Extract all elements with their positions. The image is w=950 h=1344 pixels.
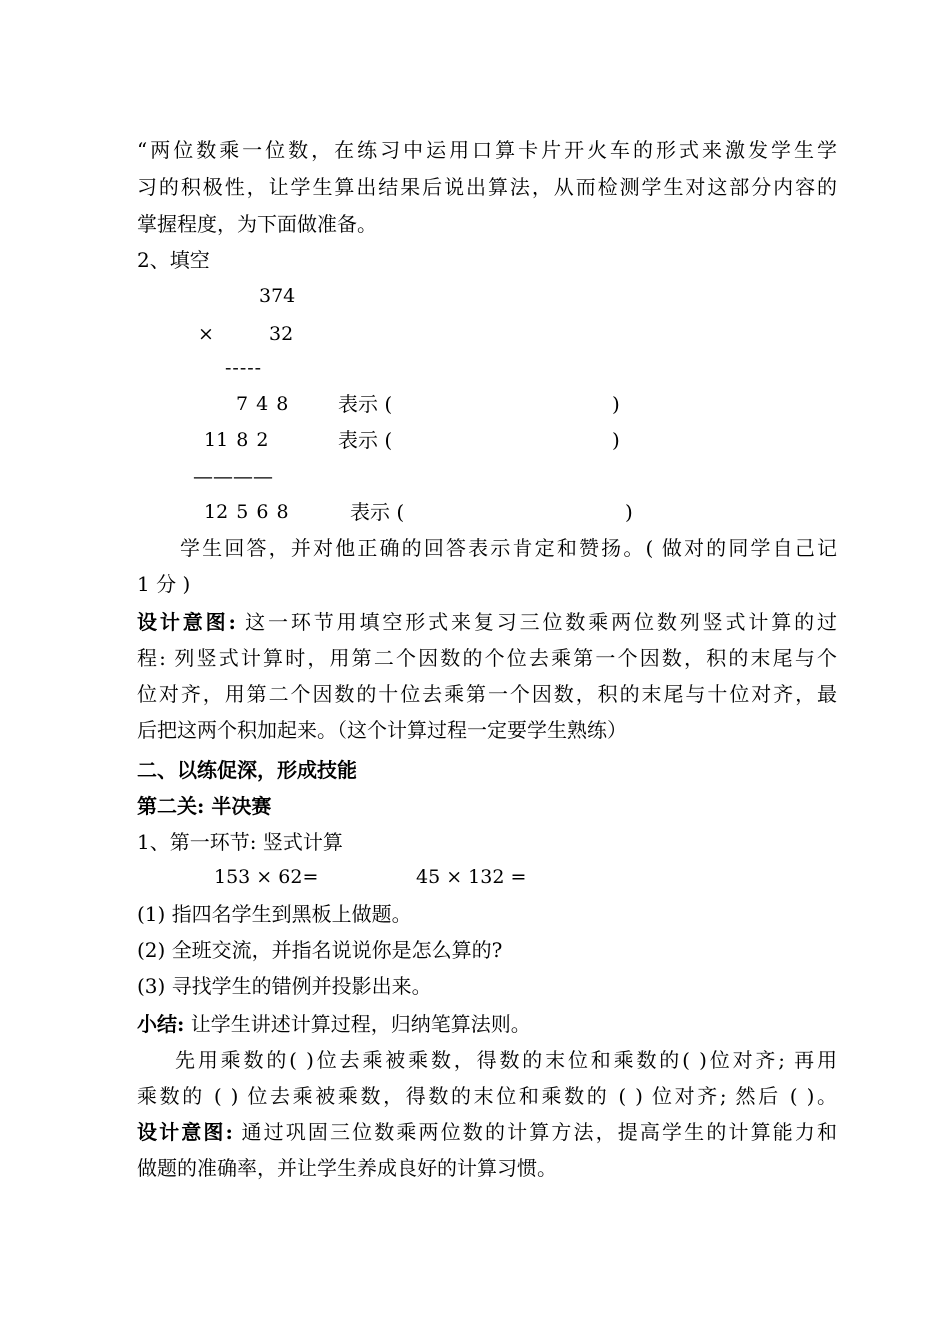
summary-text: 让学生讲述计算过程，归纳笔算法则。 xyxy=(190,1012,531,1036)
partial-product-1: 7 4 8 xyxy=(236,393,289,415)
meaning-label-1: 表示 ( xyxy=(338,392,393,416)
partial-product-2: 11 8 2 xyxy=(204,429,269,451)
step-item-2: (2) 全班交流，并指名说说你是怎么算的? xyxy=(137,938,503,962)
summary-label: 小结: xyxy=(137,1012,185,1036)
intro-line-1: “两位数乘一位数，在练习中运用口算卡片开火车的形式来激发学生学 xyxy=(137,138,837,162)
multiplicand: 374 xyxy=(259,285,296,307)
level-title: 第二关: 半决赛 xyxy=(137,794,272,818)
final-product: 12 5 6 8 xyxy=(204,501,289,523)
rule-line-2: 乘数的 ( ) 位去乘被乘数，得数的末位和乘数的 ( ) 位对齐; 然后 ( )。 xyxy=(137,1084,837,1108)
response-line-2: 1 分 ) xyxy=(137,572,191,596)
design-intent-1-line-3: 位对齐，用第二个因数的十位去乘第一个因数，积的末尾与十位对齐，最 xyxy=(137,682,837,706)
meaning-label-3: 表示 ( xyxy=(350,500,405,524)
design-intent-2-text: 通过巩固三位数乘两位数的计算方法，提高学生的计算能力和 xyxy=(241,1120,838,1144)
intro-line-2: 习的积极性，让学生算出结果后说出算法，从而检测学生对这部分内容的 xyxy=(137,175,837,199)
expression-1: 153 × 62= xyxy=(214,866,319,888)
summary-line xyxy=(137,1006,837,1042)
step-item-3: (3) 寻找学生的错例并投影出来。 xyxy=(137,974,432,998)
design-intent-text: 这一环节用填空形式来复习三位数乘两位数列竖式计算的过 xyxy=(245,610,837,634)
design-intent-1-line-1 xyxy=(137,604,837,640)
design-intent-1-line-4: 后把这两个积加起来。（这个计算过程一定要学生熟练） xyxy=(137,718,627,742)
expression-2: 45 × 132 = xyxy=(416,866,527,888)
intro-line-3: 掌握程度，为下面做准备。 xyxy=(137,212,377,236)
rule-line-1: 先用乘数的( )位去乘被乘数，得数的末位和乘数的( )位对齐; 再用 xyxy=(175,1048,837,1072)
design-intent-2-line-2: 做题的准确率，并让学生养成良好的计算习惯。 xyxy=(137,1156,557,1180)
rule-bottom: ———— xyxy=(193,464,273,488)
step-1-title: 1、第一环节: 竖式计算 xyxy=(137,830,343,854)
meaning-close-3: ) xyxy=(625,500,633,524)
rule-top: ----- xyxy=(225,357,263,379)
design-intent-2-line-1 xyxy=(137,1114,837,1150)
design-intent-1-line-2: 程: 列竖式计算时，用第二个因数的个位去乘第一个因数，积的末尾与个 xyxy=(137,646,837,670)
meaning-close-1: ) xyxy=(612,392,620,416)
meaning-close-2: ) xyxy=(612,428,620,452)
fill-blank-heading: 2、填空 xyxy=(137,248,210,272)
section-2-title: 二、以练促深，形成技能 xyxy=(137,758,357,782)
meaning-label-2: 表示 ( xyxy=(338,428,393,452)
step-item-1: (1) 指四名学生到黑板上做题。 xyxy=(137,902,412,926)
response-line-1: 学生回答，并对他正确的回答表示肯定和赞扬。( 做对的同学自己记 xyxy=(180,536,837,560)
multiplier: 32 xyxy=(269,323,294,345)
design-intent-2-label: 设计意图: xyxy=(137,1120,233,1144)
design-intent-label: 设计意图: xyxy=(137,610,236,634)
times-sign: × xyxy=(198,323,214,345)
